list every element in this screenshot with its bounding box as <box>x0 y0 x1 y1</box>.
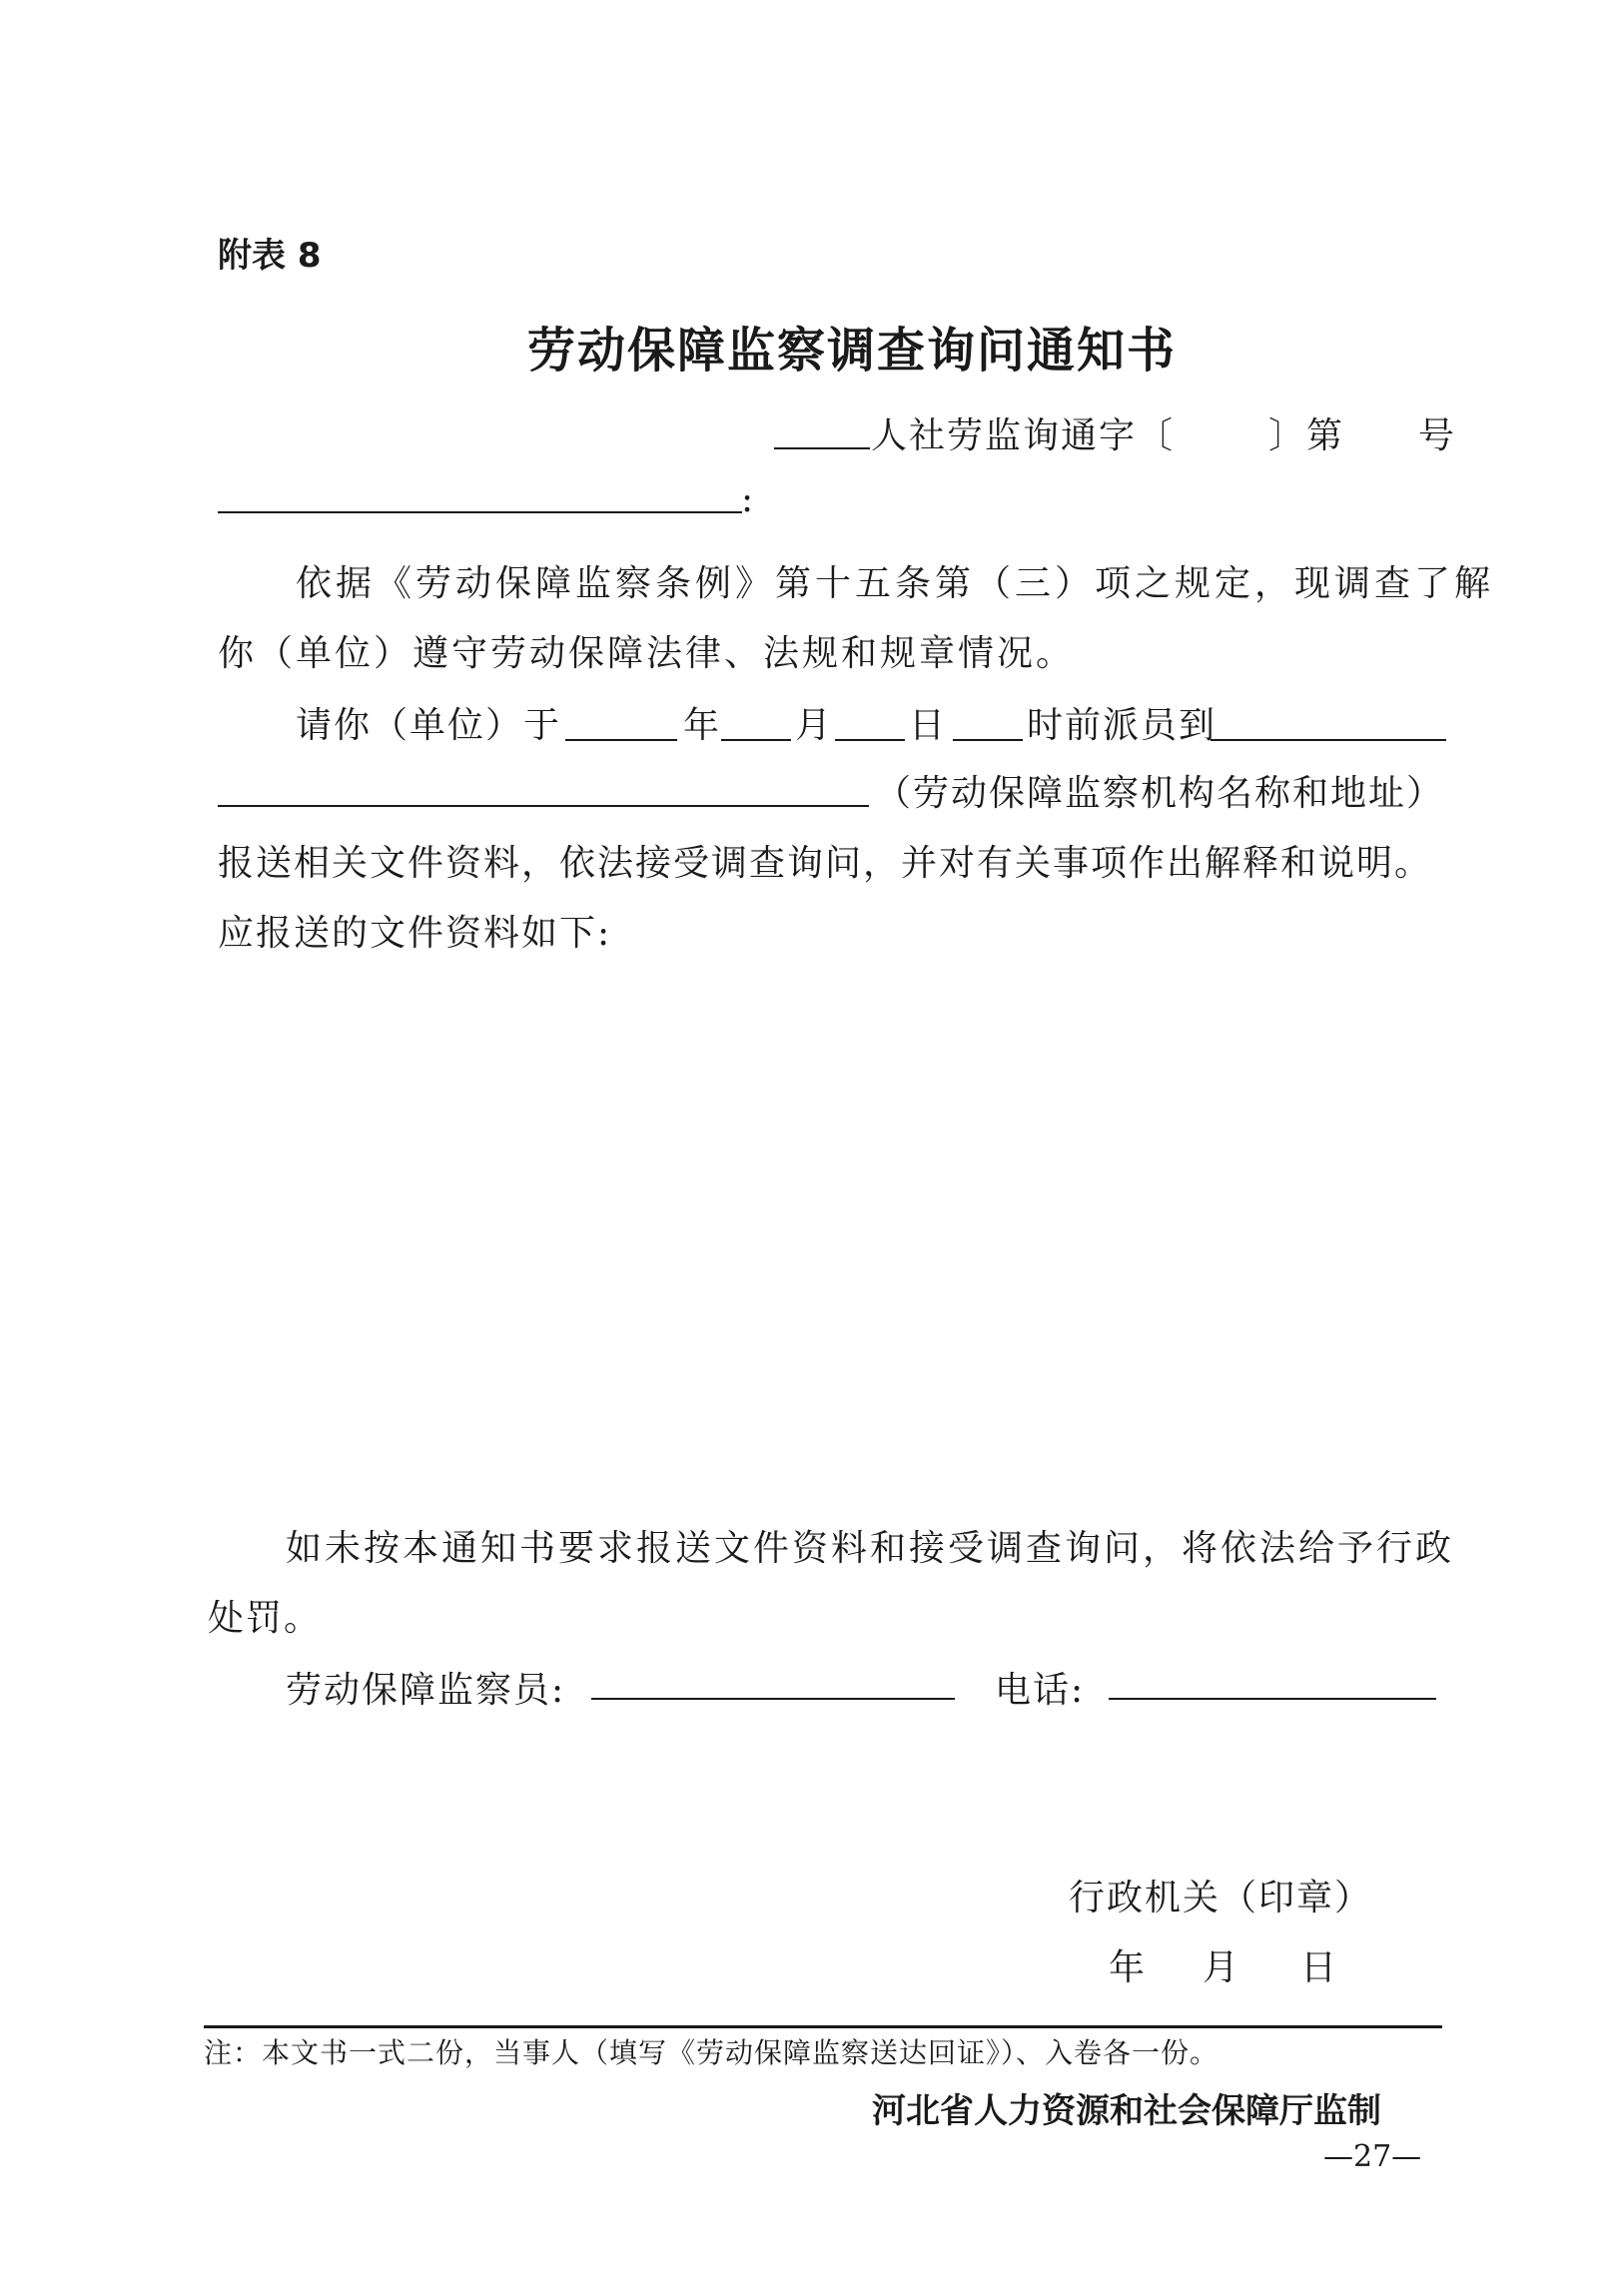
day-field[interactable] <box>835 739 905 741</box>
footer-note: 注：本文书一式二份，当事人（填写《劳动保障监察送达回证》）、入卷各一份。 <box>204 2036 1219 2069</box>
phone-label: 电话: <box>995 1670 1086 1711</box>
doc-number-org-suffix: 人社劳监询通字〔 <box>871 415 1176 456</box>
page-number: —27— <box>1323 2139 1422 2174</box>
body-paragraph-2-prefix: 请你（单位）于 <box>296 705 562 746</box>
recipient-field[interactable] <box>218 511 742 513</box>
phone-field[interactable] <box>1109 1698 1436 1700</box>
org-name-address-hint: （劳动保障监察机构名称和地址） <box>875 773 1445 814</box>
location-field-line-1[interactable] <box>1211 739 1446 741</box>
page-title: 劳动保障监察调查询问通知书 <box>527 323 1178 379</box>
inspector-field[interactable] <box>591 1698 955 1700</box>
seal-year: 年 <box>1109 1947 1148 1988</box>
documents-list-area[interactable] <box>218 969 1446 1468</box>
day-label: 日 <box>909 705 948 746</box>
appendix-label: 附表 8 <box>218 236 322 276</box>
issuer: 河北省人力资源和社会保障厅监制 <box>872 2091 1381 2131</box>
doc-number-prefix-field[interactable] <box>774 447 870 449</box>
body-paragraph-2-line-4: 应报送的文件资料如下: <box>218 913 612 954</box>
time-suffix: 时前派员到 <box>1027 705 1217 746</box>
footer-divider <box>204 2025 1442 2028</box>
body-paragraph-1-line-1: 依据《劳动保障监察条例》第十五条第（三）项之规定，现调查了解 <box>296 563 1495 604</box>
warning-line-2: 处罚。 <box>208 1598 323 1639</box>
seal-label: 行政机关（印章） <box>1069 1878 1373 1918</box>
month-label: 月 <box>795 705 834 746</box>
inspector-label: 劳动保障监察员: <box>286 1670 566 1711</box>
warning-line-1: 如未按本通知书要求报送文件资料和接受调查询问，将依法给予行政 <box>286 1528 1455 1569</box>
body-paragraph-1-line-2: 你（单位）遵守劳动保障法律、法规和规章情况。 <box>218 633 1076 674</box>
seal-month: 月 <box>1203 1947 1241 1988</box>
recipient-colon: : <box>741 479 756 520</box>
year-field[interactable] <box>565 739 677 741</box>
doc-number-bracket-close: 〕第 <box>1268 415 1345 456</box>
year-label: 年 <box>683 705 722 746</box>
hour-field[interactable] <box>953 739 1023 741</box>
doc-number-suffix: 号 <box>1418 415 1457 456</box>
location-field-line-2[interactable] <box>218 805 869 807</box>
seal-day: 日 <box>1300 1947 1339 1988</box>
month-field[interactable] <box>721 739 791 741</box>
body-paragraph-2-line-3: 报送相关文件资料，依法接受调查询问，并对有关事项作出解释和说明。 <box>218 843 1433 884</box>
